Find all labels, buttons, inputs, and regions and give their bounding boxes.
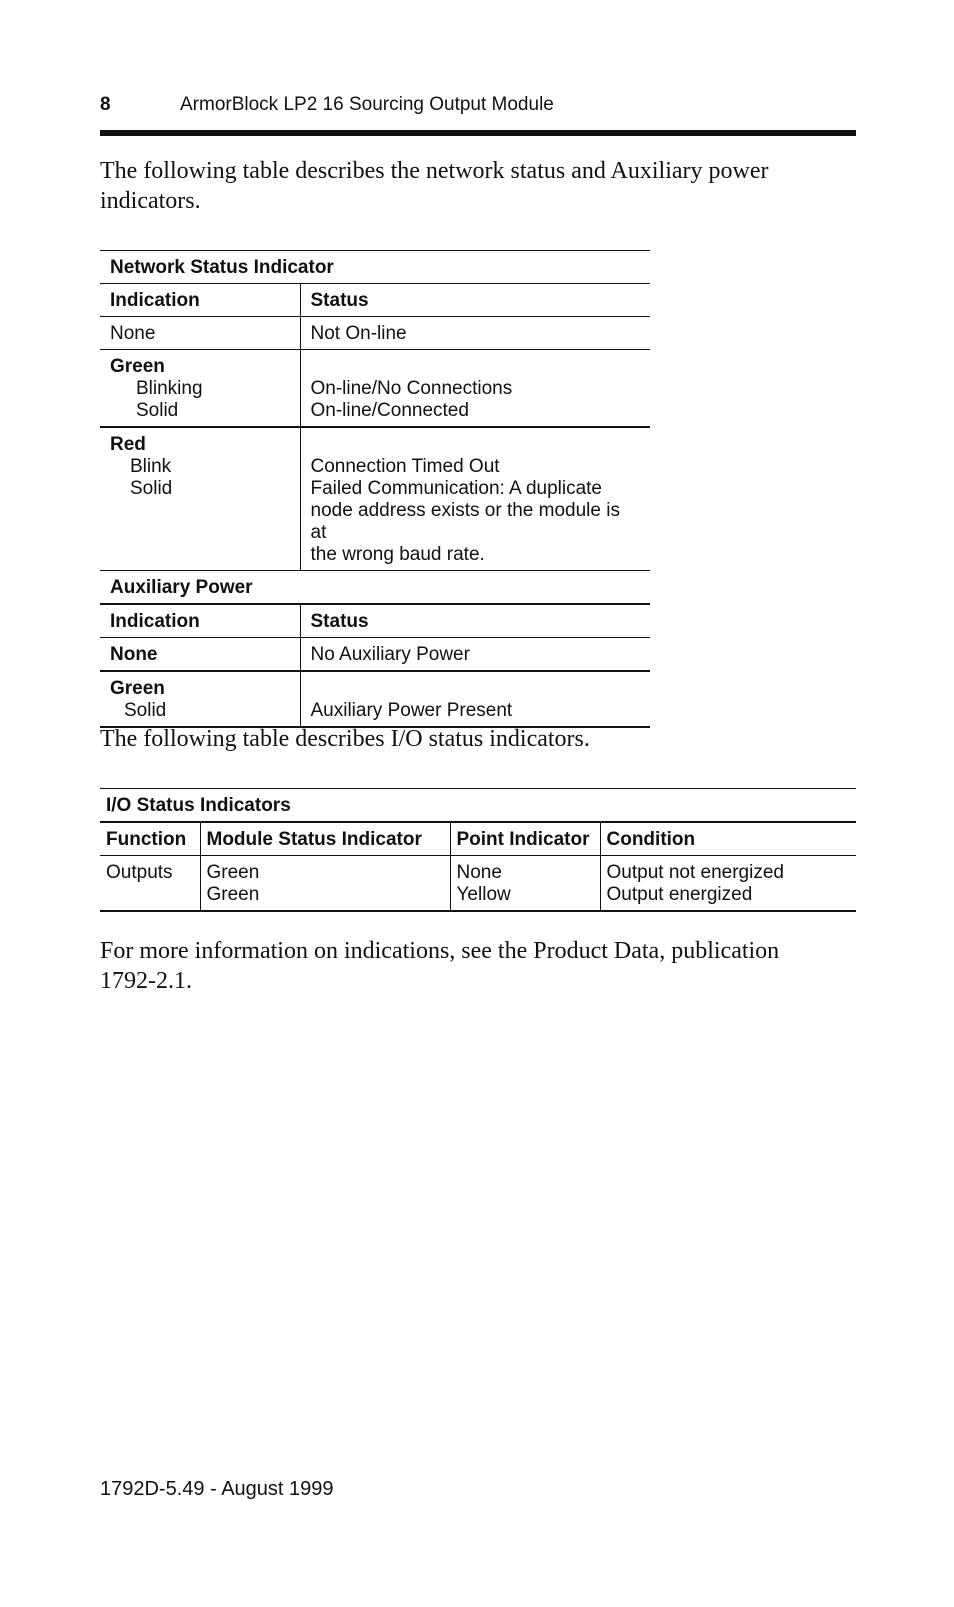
- indication-sub: Solid: [130, 478, 173, 499]
- status-line: Failed Communication: A duplicate: [310, 478, 602, 499]
- condition-line: Output energized: [606, 884, 753, 905]
- page-footer: 1792D-5.49 - August 1999: [100, 1478, 334, 1500]
- network-col-indication: Indication: [100, 284, 300, 317]
- table-row: [100, 638, 650, 672]
- header-title: ArmorBlock LP2 16 Sourcing Output Module: [180, 94, 554, 115]
- status-cell: No Auxiliary Power: [300, 638, 650, 672]
- status-line: the wrong baud rate.: [310, 544, 485, 565]
- indication-group: Red: [110, 434, 146, 455]
- io-col-function: Function: [100, 822, 200, 856]
- indication-cell: None: [100, 317, 300, 350]
- page-header: [100, 94, 856, 118]
- network-status-table: [100, 250, 650, 728]
- point-indicator-line: Yellow: [456, 884, 511, 905]
- table-row: [100, 317, 650, 350]
- indication-group: Green: [110, 678, 165, 699]
- table-row: [100, 427, 650, 571]
- status-line: node address exists or the module is at: [310, 500, 620, 543]
- io-col-point-indicator: Point Indicator: [450, 822, 600, 856]
- condition-line: Output not energized: [606, 862, 784, 883]
- io-intro-paragraph: The following table describes I/O status indicators.: [100, 726, 590, 752]
- status-line: On-line/No Connections: [310, 378, 513, 399]
- module-status-line: Green: [206, 884, 260, 905]
- io-col-condition: Condition: [600, 822, 856, 856]
- page-number: 8: [100, 94, 111, 115]
- function-cell: Outputs: [100, 856, 200, 912]
- indication-sub: Solid: [124, 700, 167, 721]
- table-row: [100, 671, 650, 727]
- network-col-status: Status: [300, 284, 650, 317]
- intro-paragraph: The following table describes the network status and Auxiliary power indicators.: [100, 158, 769, 214]
- io-col-module-status: Module Status Indicator: [200, 822, 450, 856]
- network-table-title: Network Status Indicator: [100, 251, 650, 284]
- header-rule: [100, 130, 856, 136]
- status-cell: Not On-line: [300, 317, 650, 350]
- indication-group: Green: [110, 356, 165, 377]
- aux-col-indication: Indication: [100, 604, 300, 638]
- table-row: [100, 856, 856, 912]
- aux-col-status: Status: [300, 604, 650, 638]
- io-table-title: I/O Status Indicators: [100, 789, 856, 823]
- point-indicator-line: None: [456, 862, 502, 883]
- aux-table-title: Auxiliary Power: [100, 571, 650, 605]
- indication-cell: None: [100, 638, 300, 672]
- more-info-paragraph: For more information on indications, see the Product Data, publication 1792-2.1.: [100, 938, 780, 994]
- status-line: Auxiliary Power Present: [310, 700, 513, 721]
- io-status-table: [100, 788, 856, 912]
- table-row: [100, 350, 650, 428]
- indication-sub: Blinking: [136, 378, 203, 399]
- indication-sub: Blink: [130, 456, 172, 477]
- status-line: Connection Timed Out: [310, 456, 500, 477]
- module-status-line: Green: [206, 862, 260, 883]
- indication-sub: Solid: [136, 400, 179, 421]
- status-line: On-line/Connected: [310, 400, 469, 421]
